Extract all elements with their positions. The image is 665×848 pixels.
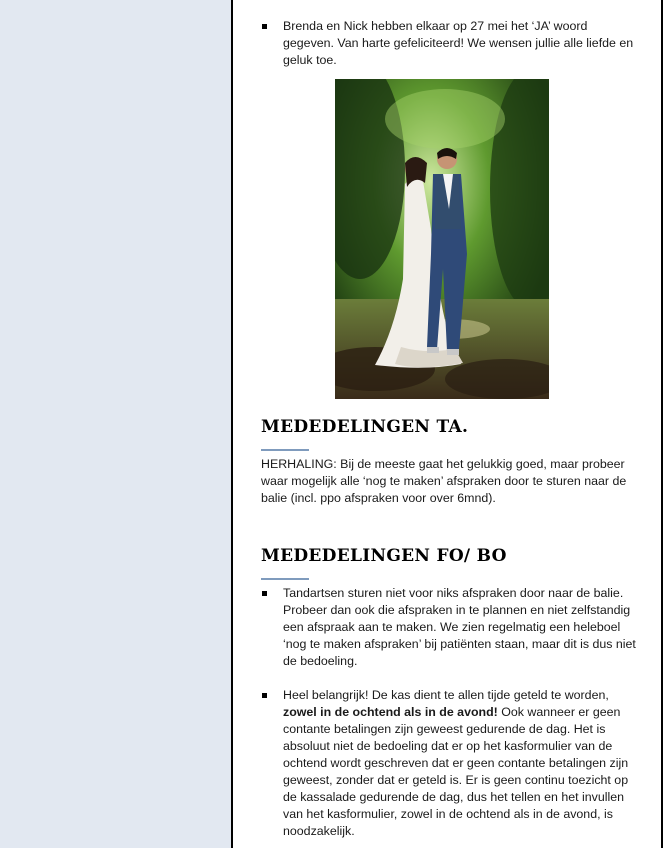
page-border-right	[661, 0, 663, 848]
bullet-icon	[262, 591, 267, 596]
cash-text-start: Heel belangrijk! De kas dient te allen tijde geteld te worden,	[283, 688, 609, 702]
fo-list	[261, 585, 636, 840]
wedding-photo	[335, 79, 549, 399]
fo-bullet-cash-register	[283, 688, 628, 838]
sidebar-panel	[0, 0, 233, 848]
cash-text-end: Ook wanneer er geen contante betalingen zijn geweest gedurende de dag. Het is absoluut niet de bedoeling dat er op het kasformulier van de ochtend wordt geschreven dat er geen contante betalingen zijn geweest, zonder dat er geteld is. Er is geen continu toezicht op de kassalade gedurende de dag, dus het tellen en het invullen van het kasformulier, zowel in de ochtend als in de avond, is noodzakelijk.	[283, 705, 629, 838]
bullet-icon	[262, 24, 267, 29]
cash-text-emphasis: zowel in de ochtend als in de avond!	[283, 705, 498, 719]
list-item	[261, 687, 636, 840]
fo-bullet-appointments: Tandartsen sturen niet voor niks afspraken door naar de balie. Probeer dan ook die afspraken in te plannen en niet zelfstandig een afspraak aan te maken. We zien regelmatig een heleboel ‘nog te maken afspraken’ bij patiënten staan, maar dit is dus niet de bedoeling.	[283, 586, 636, 668]
section-heading-ta: MEDEDELINGEN TA.	[261, 417, 469, 437]
wedding-announcement: Brenda en Nick hebben elkaar op 27 mei het ‘JA’ woord gegeven. Van harte gefeliciteerd! We wensen jullie alle liefde en geluk toe.	[283, 19, 634, 67]
section-heading-fo: MEDEDELINGEN FO/ BO	[261, 546, 507, 566]
bullet-icon	[262, 693, 267, 698]
section-body-ta: HERHALING: Bij de meeste gaat het gelukkig goed, maar probeer waar mogelijk alle ‘nog te maken’ afspraken door te sturen naar de balie (incl. ppo afspraken voor over 6mnd).	[261, 457, 627, 505]
heading-underline	[261, 449, 309, 451]
list-item	[261, 585, 636, 670]
list-item	[261, 18, 636, 69]
intro-list	[261, 18, 636, 69]
heading-underline	[261, 578, 309, 580]
